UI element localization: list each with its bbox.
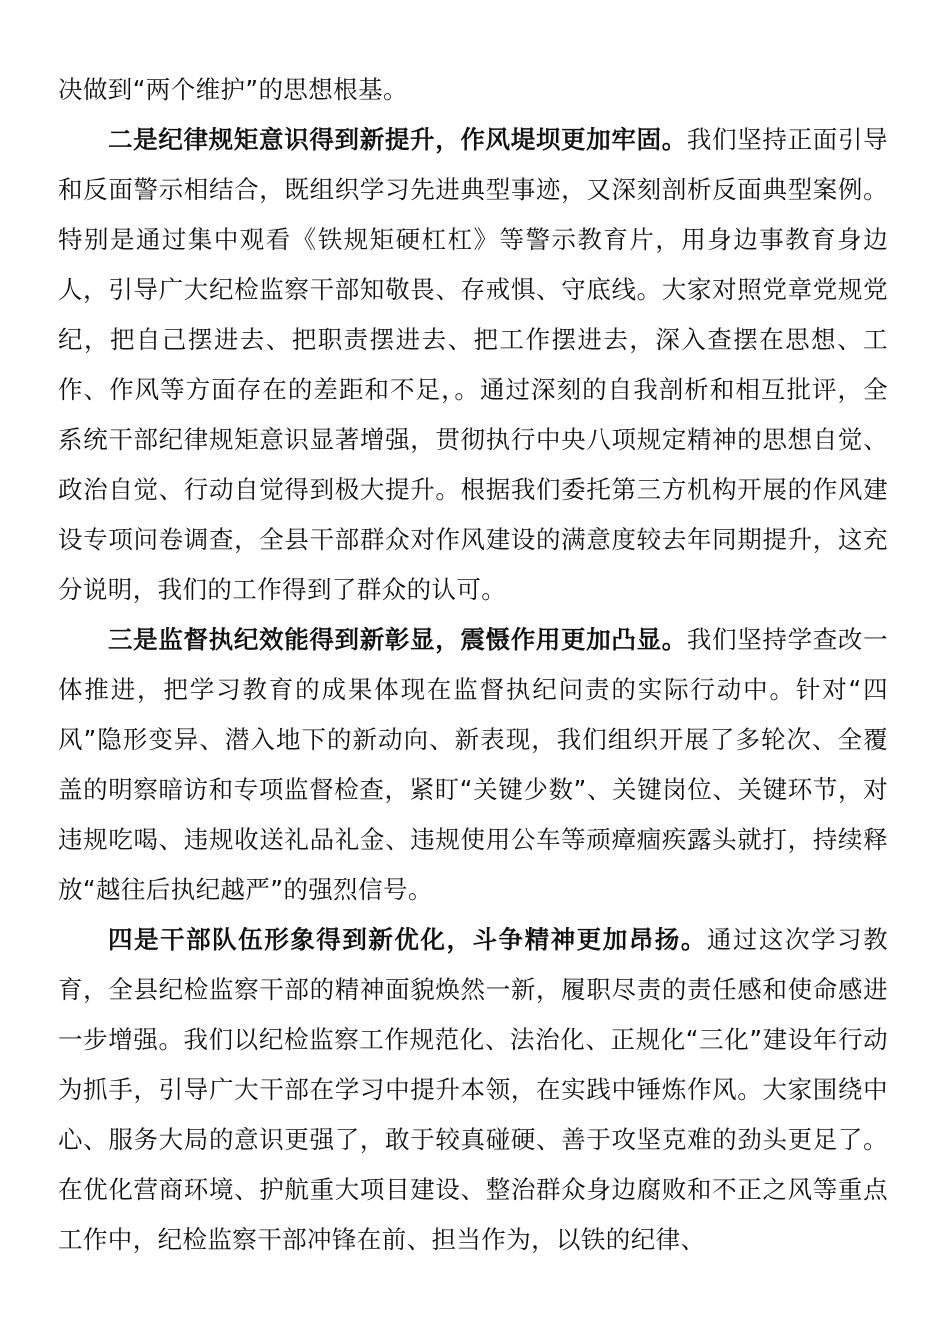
- document-body: [58, 65, 888, 1265]
- paragraph-text: 通过这次学习教育，全县纪检监察干部的精神面貌焕然一新，履职尽责的责任感和使命感进一步增强。我们以纪检监察工作规范化、法治化、正规化“三化”建设年行动为抓手，引导广大干部在学习中提升本领，在实践中锤炼作风。大家围绕中心、服务大局的意识更强了，敢于较真碰硬、善于攻坚克难的劲头更足了。在优化营商环境、护航重大项目建设、整治群众身边腐败和不正之风等重点工作中，纪检监察干部冲锋在前、担当作为，以铁的纪律、: [58, 925, 888, 1254]
- paragraph-lead: 三是监督执纪效能得到新彰显，震慑作用更加凸显。: [108, 625, 687, 654]
- paragraph-cadre-image: [58, 915, 888, 1265]
- paragraph-text: 决做到“两个维护”的思想根基。: [58, 75, 408, 104]
- paragraph-continuation: [58, 65, 888, 115]
- paragraph-lead: 二是纪律规矩意识得到新提升，作风堤坝更加牢固。: [108, 125, 687, 154]
- paragraph-discipline-awareness: [58, 115, 888, 615]
- paragraph-text: 我们坚持学查改一体推进，把学习教育的成果体现在监督执纪问责的实际行动中。针对“四风”隐形变异、潜入地下的新动向、新表现，我们组织开展了多轮次、全覆盖的明察暗访和专项监督检查，紧盯“关键少数”、关键岗位、关键环节，对违规吃喝、违规收送礼品礼金、违规使用公车等顽瘴痼疾露头就打，持续释放“越往后执纪越严”的强烈信号。: [58, 625, 888, 904]
- paragraph-supervision-efficiency: [58, 615, 888, 915]
- paragraph-text: 我们坚持正面引导和反面警示相结合，既组织学习先进典型事迹，又深刻剖析反面典型案例。特别是通过集中观看《铁规矩硬杠杠》等警示教育片，用身边事教育身边人，引导广大纪检监察干部知敬畏、存戒惧、守底线。大家对照党章党规党纪，把自己摆进去、把职责摆进去、把工作摆进去，深入查摆在思想、工作、作风等方面存在的差距和不足，。通过深刻的自我剖析和相互批评，全系统干部纪律规矩意识显著增强，贯彻执行中央八项规定精神的思想自觉、政治自觉、行动自觉得到极大提升。根据我们委托第三方机构开展的作风建设专项问卷调查，全县干部群众对作风建设的满意度较去年同期提升，这充分说明，我们的工作得到了群众的认可。: [58, 125, 888, 604]
- paragraph-lead: 四是干部队伍形象得到新优化，斗争精神更加昂扬。: [108, 925, 707, 954]
